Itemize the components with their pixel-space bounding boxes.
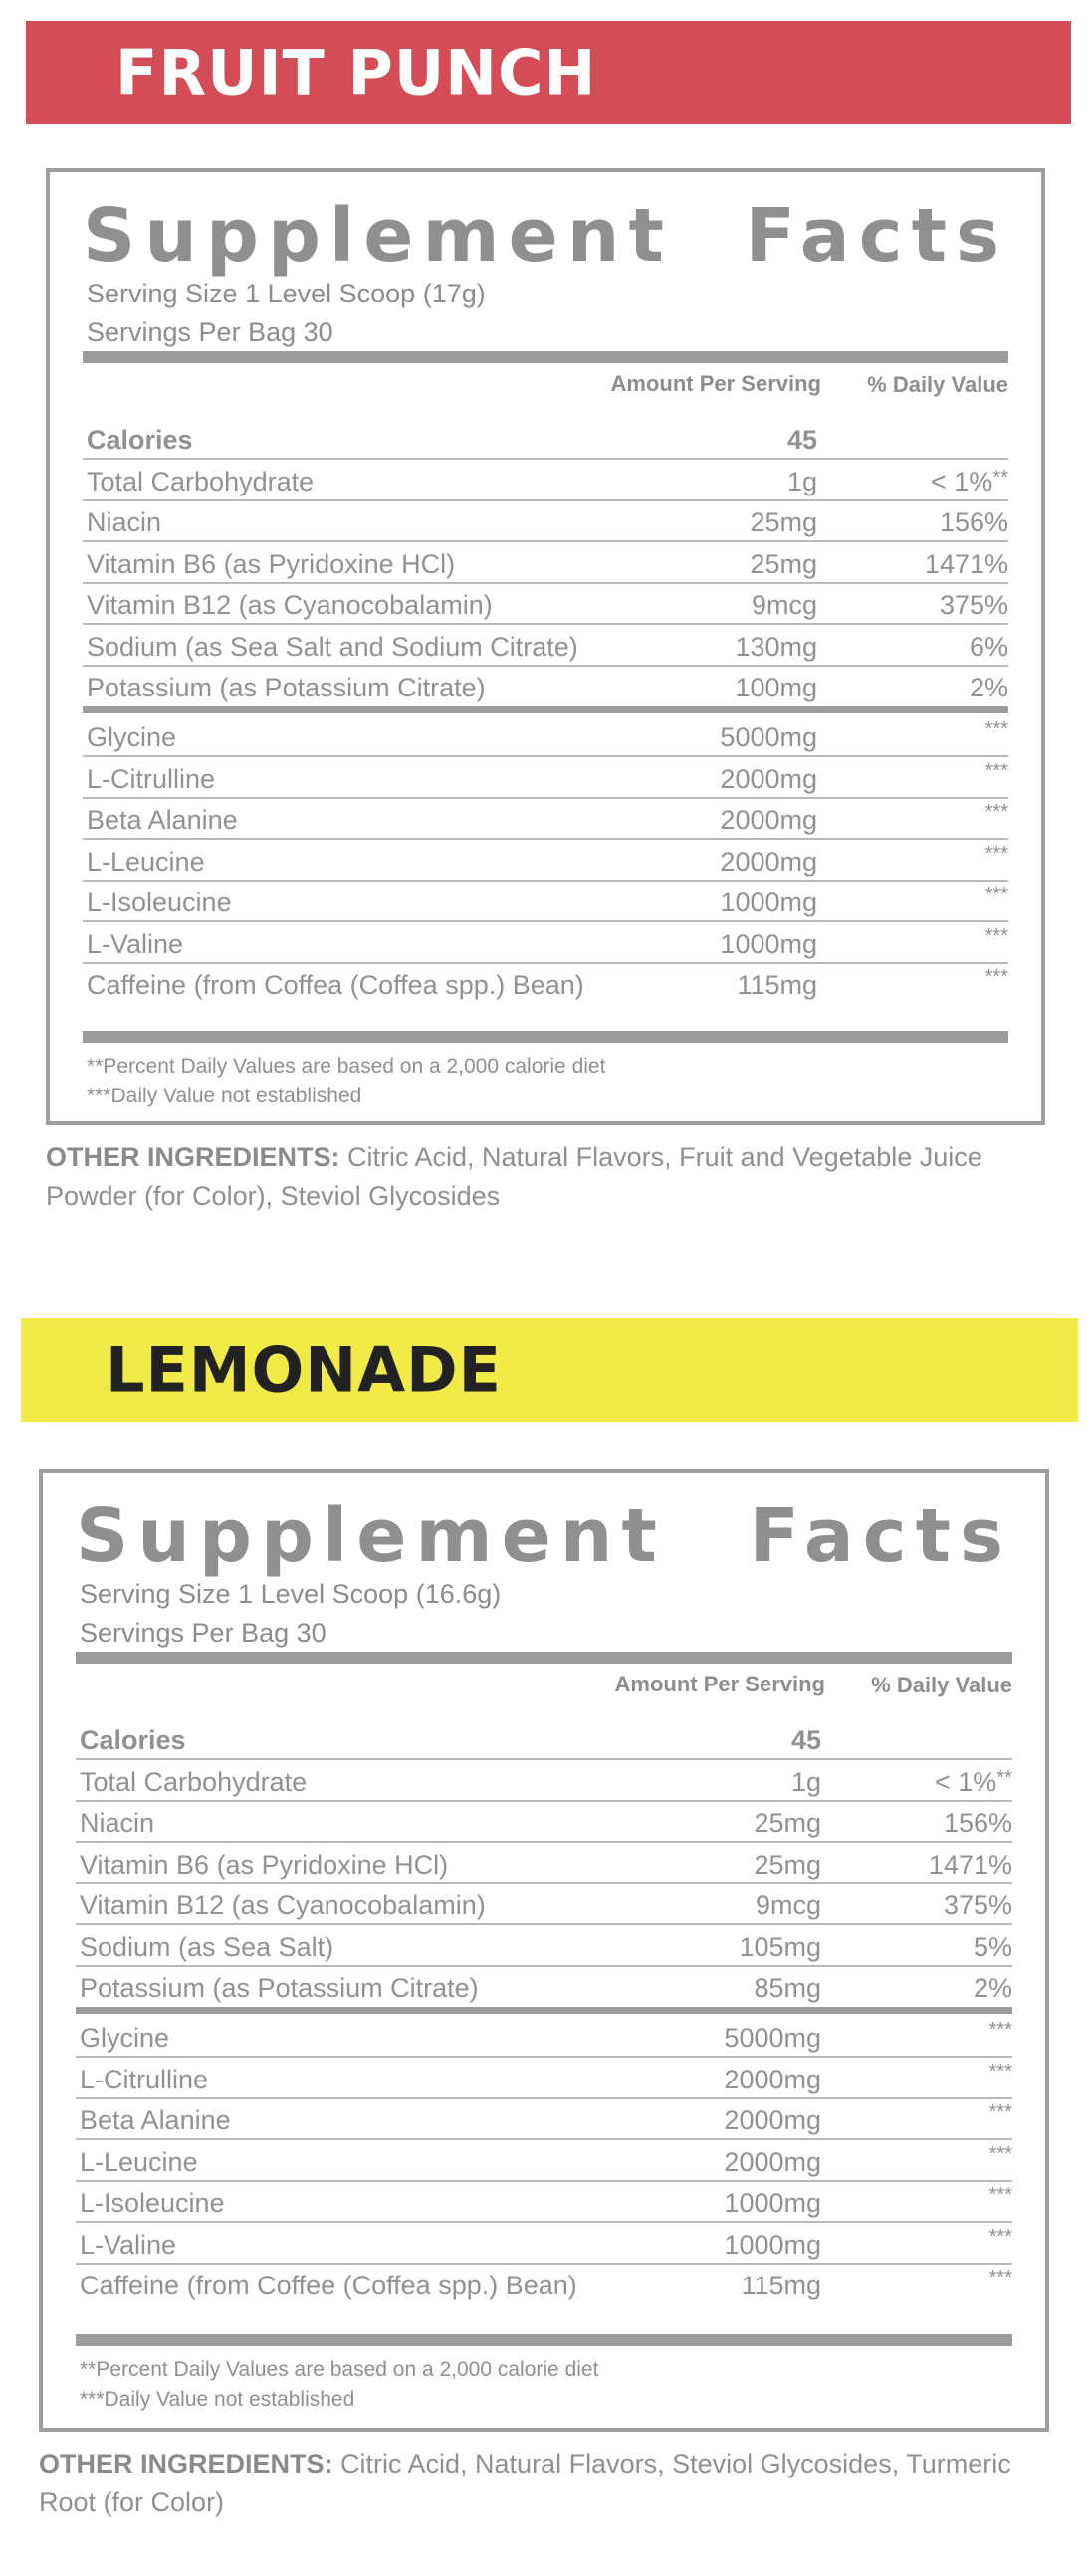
nutrient-amount: 1000mg bbox=[724, 2188, 821, 2218]
daily-value bbox=[985, 925, 1008, 948]
bottom-rule bbox=[83, 1031, 1008, 1043]
nutrient-name: Caffeine (from Coffee (Coffea spp.) Bean) bbox=[80, 2271, 577, 2300]
fruit-punch-title: FRUIT PUNCH bbox=[115, 36, 597, 109]
daily-value-text: *** bbox=[988, 2142, 1012, 2165]
daily-value bbox=[985, 718, 1008, 741]
table-row bbox=[83, 841, 1008, 882]
footnote-percent-dv: **Percent Daily Values are based on a 2,000 calorie diet bbox=[80, 2358, 599, 2381]
table-row bbox=[76, 2017, 1012, 2058]
serving-size: Serving Size 1 Level Scoop (16.6g) bbox=[80, 1579, 502, 1609]
table-row bbox=[76, 1719, 1012, 1760]
daily-value bbox=[940, 507, 1008, 538]
table-row bbox=[83, 626, 1008, 667]
servings-per-container: Servings Per Bag 30 bbox=[80, 1618, 327, 1648]
table-row bbox=[76, 1844, 1012, 1884]
supplement-facts-heading: Supplement Facts bbox=[76, 1493, 1012, 1579]
nutrient-amount: 2000mg bbox=[724, 2105, 821, 2135]
daily-value bbox=[944, 1890, 1012, 1921]
table-row bbox=[76, 2141, 1012, 2182]
daily-value-text: 2% bbox=[973, 1973, 1012, 2003]
daily-value bbox=[985, 801, 1008, 824]
nutrient-name: L-Isoleucine bbox=[87, 888, 232, 917]
nutrient-amount: 25mg bbox=[750, 548, 817, 579]
daily-value-text: *** bbox=[984, 718, 1008, 740]
nutrient-name: Sodium (as Sea Salt) bbox=[80, 1931, 334, 1962]
nutrient-amount: 5000mg bbox=[724, 2023, 821, 2053]
section-rule bbox=[76, 2007, 1012, 2014]
fruit-punch-supplement-facts bbox=[46, 168, 1045, 1125]
nutrient-name: Niacin bbox=[80, 1808, 155, 1838]
nutrient-amount: 2000mg bbox=[720, 763, 817, 794]
daily-value-header: % Daily Value bbox=[871, 1673, 1012, 1697]
table-row bbox=[83, 882, 1008, 922]
table-row bbox=[76, 1926, 1012, 1967]
table-row bbox=[76, 2099, 1012, 2140]
footnote-dv-not-established: ***Daily Value not established bbox=[87, 1085, 362, 1107]
nutrient-name: Vitamin B12 (as Cyanocobalamin) bbox=[80, 1890, 486, 1920]
nutrient-name: L-Isoleucine bbox=[80, 2188, 225, 2218]
nutrient-amount: 25mg bbox=[750, 507, 817, 537]
nutrient-name: Vitamin B12 (as Cyanocobalamin) bbox=[87, 590, 493, 620]
nutrient-amount: 9mcg bbox=[751, 590, 817, 620]
table-row bbox=[83, 964, 1008, 1005]
table-row bbox=[76, 2224, 1012, 2265]
daily-value-text: *** bbox=[988, 2019, 1012, 2041]
table-row bbox=[76, 2059, 1012, 2099]
daily-value bbox=[989, 2184, 1012, 2207]
daily-value-text: *** bbox=[988, 2184, 1012, 2206]
daily-value bbox=[985, 760, 1008, 783]
daily-value-text: 375% bbox=[939, 590, 1008, 620]
nutrient-name: L-Valine bbox=[87, 928, 184, 959]
supplement-facts-heading: Supplement Facts bbox=[83, 193, 1008, 279]
table-row bbox=[83, 543, 1008, 584]
table-row bbox=[83, 716, 1008, 757]
lemonade-other-ingredients bbox=[39, 2445, 1034, 2522]
nutrient-amount: 1000mg bbox=[720, 888, 817, 917]
nutrient-amount: 45 bbox=[790, 1725, 821, 1755]
nutrient-amount: 2000mg bbox=[724, 2146, 821, 2177]
serving-size: Serving Size 1 Level Scoop (17g) bbox=[87, 279, 486, 308]
daily-value-text: *** bbox=[984, 759, 1008, 782]
daily-value bbox=[970, 673, 1008, 703]
daily-value bbox=[989, 2019, 1012, 2042]
daily-value bbox=[989, 2267, 1012, 2289]
amount-per-serving-header: Amount Per Serving bbox=[614, 1672, 825, 1696]
nutrient-amount: 85mg bbox=[754, 1973, 821, 2003]
nutrient-amount: 2000mg bbox=[720, 846, 817, 877]
footnote-dv-not-established: ***Daily Value not established bbox=[80, 2388, 355, 2411]
lemonade-banner bbox=[21, 1318, 1078, 1422]
daily-value-footnote-mark: ** bbox=[996, 1766, 1012, 1789]
daily-value bbox=[989, 2226, 1012, 2249]
section-rule bbox=[83, 706, 1008, 713]
daily-value bbox=[931, 467, 1008, 497]
daily-value-text: *** bbox=[984, 801, 1008, 823]
daily-value-text: < 1% bbox=[934, 1766, 997, 1797]
table-row bbox=[83, 584, 1008, 625]
nutrient-amount: 115mg bbox=[737, 970, 817, 1000]
nutrient-name: L-Valine bbox=[80, 2229, 177, 2260]
daily-value-text: < 1% bbox=[930, 466, 993, 496]
table-row bbox=[83, 501, 1008, 542]
table-row bbox=[76, 1884, 1012, 1925]
daily-value bbox=[989, 2101, 1012, 2124]
nutrient-name: Beta Alanine bbox=[87, 805, 238, 835]
table-row bbox=[76, 1802, 1012, 1843]
daily-value-text: *** bbox=[984, 884, 1008, 905]
daily-value-text: 2% bbox=[969, 673, 1008, 702]
thick-rule bbox=[76, 1652, 1012, 1664]
daily-value bbox=[989, 2143, 1012, 2166]
daily-value-text: 375% bbox=[943, 1890, 1012, 1920]
thick-rule bbox=[83, 351, 1008, 363]
nutrient-amount: 5000mg bbox=[720, 722, 817, 752]
nutrient-amount: 1g bbox=[786, 466, 817, 496]
daily-value-text: *** bbox=[984, 842, 1008, 865]
nutrient-name: Caffeine (from Coffea (Coffea spp.) Bean) bbox=[87, 970, 584, 1000]
nutrient-name: Sodium (as Sea Salt and Sodium Citrate) bbox=[87, 631, 578, 662]
lemonade-title: LEMONADE bbox=[106, 1333, 502, 1407]
daily-value-text: 156% bbox=[939, 507, 1008, 537]
nutrient-name: Beta Alanine bbox=[80, 2105, 231, 2135]
table-row bbox=[83, 419, 1008, 460]
daily-value-text: *** bbox=[988, 2101, 1012, 2123]
lemonade-supplement-facts bbox=[39, 1469, 1049, 2432]
nutrient-amount: 115mg bbox=[741, 2271, 821, 2300]
daily-value-text: 6% bbox=[969, 631, 1008, 662]
nutrient-amount: 1000mg bbox=[720, 928, 817, 959]
table-row bbox=[76, 2265, 1012, 2305]
other-ingredients-text: Citric Acid, Natural Flavors, Steviol Glycosides, Turmeric Root (for Color) bbox=[39, 2449, 1011, 2517]
amount-per-serving-header: Amount Per Serving bbox=[610, 371, 821, 396]
daily-value bbox=[940, 590, 1008, 621]
daily-value bbox=[970, 632, 1008, 663]
daily-value-text: 156% bbox=[943, 1808, 1012, 1838]
nutrient-name: Glycine bbox=[87, 722, 177, 752]
daily-value bbox=[929, 1850, 1012, 1881]
other-ingredients-text: Citric Acid, Natural Flavors, Fruit and Vegetable Juice Powder (for Color), Steviol Glycosides bbox=[46, 1142, 982, 1211]
fruit-punch-banner bbox=[26, 21, 1071, 124]
nutrient-amount: 1g bbox=[790, 1766, 821, 1797]
footnote-percent-dv: **Percent Daily Values are based on a 2,000 calorie diet bbox=[87, 1055, 606, 1078]
nutrient-amount: 100mg bbox=[735, 673, 817, 702]
table-row bbox=[76, 1761, 1012, 1802]
nutrient-amount: 105mg bbox=[739, 1931, 821, 1962]
daily-value bbox=[935, 1767, 1012, 1798]
nutrient-amount: 2000mg bbox=[724, 2064, 821, 2094]
nutrient-amount: 1000mg bbox=[724, 2229, 821, 2260]
table-row bbox=[76, 2182, 1012, 2223]
nutrient-amount: 45 bbox=[786, 425, 817, 455]
table-row bbox=[83, 923, 1008, 964]
daily-value bbox=[944, 1808, 1012, 1839]
other-ingredients-label: OTHER INGREDIENTS: bbox=[46, 1142, 340, 1172]
servings-per-container: Servings Per Bag 30 bbox=[87, 317, 333, 347]
daily-value-text: *** bbox=[984, 966, 1008, 988]
table-row bbox=[76, 1967, 1012, 2008]
daily-value-text: 5% bbox=[973, 1931, 1012, 1962]
nutrient-name: Potassium (as Potassium Citrate) bbox=[80, 1973, 479, 2003]
nutrient-name: Total Carbohydrate bbox=[87, 466, 315, 496]
nutrient-amount: 130mg bbox=[735, 631, 817, 662]
daily-value bbox=[985, 843, 1008, 866]
table-row bbox=[83, 799, 1008, 840]
nutrient-name: L-Leucine bbox=[80, 2146, 198, 2177]
nutrient-amount: 25mg bbox=[754, 1808, 821, 1838]
nutrient-name: Niacin bbox=[87, 507, 162, 537]
nutrient-name: Total Carbohydrate bbox=[80, 1766, 308, 1797]
daily-value bbox=[985, 966, 1008, 989]
nutrient-name: Glycine bbox=[80, 2023, 170, 2053]
other-ingredients-label: OTHER INGREDIENTS: bbox=[39, 2449, 333, 2478]
daily-value bbox=[925, 549, 1008, 580]
nutrient-name: L-Citrulline bbox=[87, 763, 216, 794]
fruit-punch-other-ingredients bbox=[46, 1138, 1021, 1216]
table-row bbox=[83, 758, 1008, 799]
daily-value-text: *** bbox=[984, 924, 1008, 947]
nutrient-amount: 9mcg bbox=[755, 1890, 821, 1920]
daily-value bbox=[974, 1973, 1012, 2004]
bottom-rule bbox=[76, 2334, 1012, 2346]
nutrient-name: L-Leucine bbox=[87, 846, 205, 877]
nutrient-name: Calories bbox=[87, 425, 193, 455]
daily-value bbox=[974, 1932, 1012, 1963]
nutrient-name: Vitamin B6 (as Pyridoxine HCl) bbox=[80, 1849, 449, 1880]
daily-value-header: % Daily Value bbox=[867, 372, 1008, 397]
daily-value-text: *** bbox=[988, 2060, 1012, 2082]
nutrient-name: Calories bbox=[80, 1725, 186, 1755]
nutrient-name: Potassium (as Potassium Citrate) bbox=[87, 673, 486, 702]
nutrient-amount: 25mg bbox=[754, 1849, 821, 1880]
nutrient-name: L-Citrulline bbox=[80, 2064, 209, 2094]
daily-value bbox=[989, 2061, 1012, 2083]
table-row bbox=[83, 667, 1008, 707]
daily-value-text: *** bbox=[988, 2267, 1012, 2288]
daily-value-text: *** bbox=[988, 2225, 1012, 2248]
nutrient-amount: 2000mg bbox=[720, 805, 817, 835]
table-row bbox=[83, 461, 1008, 501]
daily-value-text: 1471% bbox=[924, 548, 1008, 579]
daily-value-text: 1471% bbox=[928, 1849, 1012, 1880]
daily-value-footnote-mark: ** bbox=[992, 466, 1008, 489]
daily-value bbox=[985, 884, 1008, 906]
nutrient-name: Vitamin B6 (as Pyridoxine HCl) bbox=[87, 548, 456, 579]
